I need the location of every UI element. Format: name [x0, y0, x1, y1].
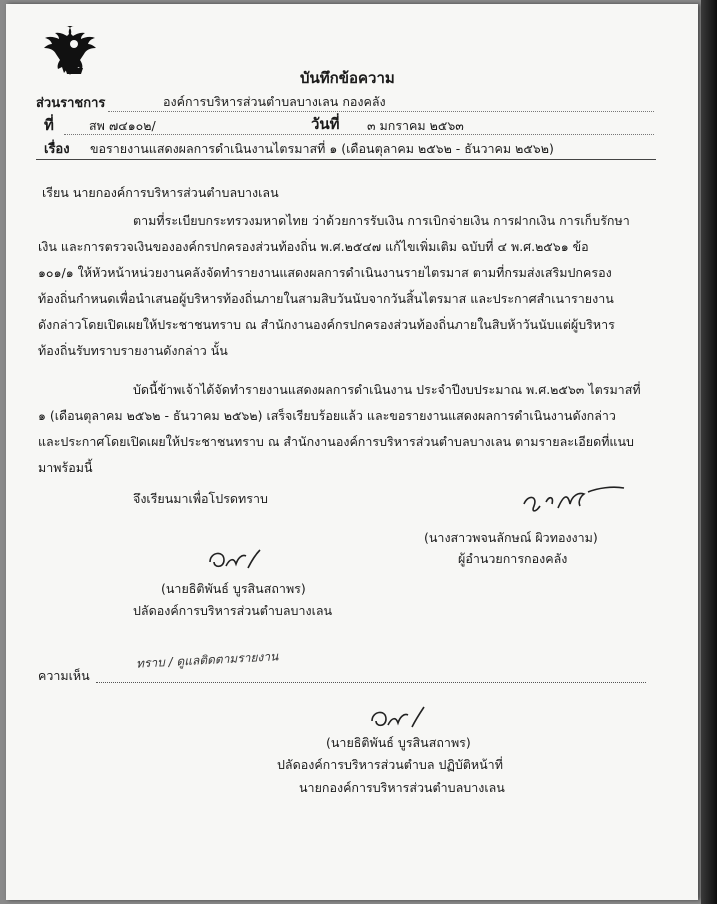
- para1-line6: ท้องถิ่นรับทราบรายงานดังกล่าว นั้น: [38, 343, 228, 358]
- para1-line3: ๑๐๑/๑ ให้หัวหน้าหน่วยงานคลังจัดทำรายงานแสดงผลการดำเนินงานรายไตรมาส ตามที่กรมส่งเสริมปกครอง: [38, 265, 612, 280]
- para2-line4: มาพร้อมนี้: [38, 460, 93, 475]
- opinion-label: ความเห็น: [38, 668, 90, 683]
- subject-label: เรื่อง: [44, 142, 70, 157]
- para1-line1: ตามที่ระเบียบกระทรวงมหาดไทย ว่าด้วยการรับเงิน การเบิกจ่ายเงิน การฝากเงิน การเก็บรักษา: [133, 213, 630, 228]
- signer-bottom-title1: ปลัดองค์การบริหารส่วนตำบล ปฏิบัติหน้าที่: [277, 757, 503, 772]
- garuda-emblem-icon: [41, 22, 107, 80]
- page-edge-shadow: [701, 0, 717, 904]
- ref-underline: [64, 134, 654, 135]
- agency-value: องค์การบริหารส่วนตำบลบางเลน กองคลัง: [163, 94, 386, 109]
- opinion-line: [96, 682, 646, 683]
- para1-line2: เงิน และการตรวจเงินขององค์กรปกครองส่วนท้องถิ่น พ.ศ.๒๕๔๗ แก้ไขเพิ่มเติม ฉบับที่ ๔ พ.ศ.๒๕๖๑ ข้อ: [38, 239, 589, 254]
- agency-label: ส่วนราชการ: [36, 96, 106, 111]
- salutation: เรียน นายกองค์การบริหารส่วนตำบลบางเลน: [42, 185, 279, 200]
- closing: จึงเรียนมาเพื่อโปรดทราบ: [133, 491, 268, 506]
- signer-left-name: (นายธิติพันธ์ บูรสินสถาพร): [161, 581, 306, 596]
- para1-line5: ดังกล่าวโดยเปิดเผยให้ประชาชนทราบ ณ สำนักงานองค์กรปกครองส่วนท้องถิ่นภายในสิบห้าวันนับแต่ผู้บริหาร: [38, 317, 615, 332]
- subject-value: ขอรายงานแสดงผลการดำเนินงานไตรมาสที่ ๑ (เดือนตุลาคม ๒๕๖๒ - ธันวาคม ๒๕๖๒): [90, 141, 554, 156]
- signer-right-title: ผู้อำนวยการกองคลัง: [458, 551, 568, 566]
- memo-sheet: [6, 4, 698, 900]
- date-label: วันที่: [311, 115, 340, 133]
- header-divider: [36, 159, 656, 160]
- ref-label: ที่: [44, 116, 54, 134]
- para2-line2: ๑ (เดือนตุลาคม ๒๕๖๒ - ธันวาคม ๒๕๖๒) เสร็จเรียบร้อยแล้ว และขอรายงานแสดงผลการดำเนินงานดังกล่าว: [38, 408, 616, 423]
- signature-bottom: [368, 701, 428, 733]
- para2-line1: บัดนี้ข้าพเจ้าได้จัดทำรายงานแสดงผลการดำเนินงาน ประจำปีงบประมาณ พ.ศ.๒๕๖๓ ไตรมาสที่: [133, 382, 641, 397]
- signer-bottom-title2: นายกองค์การบริหารส่วนตำบลบางเลน: [299, 780, 505, 795]
- opinion-handwritten: ทราบ / ดูแลติดตามรายงาน: [135, 649, 279, 671]
- signature-right: [518, 482, 630, 518]
- signer-right-name: (นางสาวพจนลักษณ์ ผิวทองงาม): [424, 530, 598, 545]
- para1-line4: ท้องถิ่นกำหนดเพื่อนำเสนอผู้บริหารท้องถิ่นภายในสามสิบวันนับจากวันสิ้นไตรมาส และประกาศสำเนารายงาน: [38, 291, 614, 306]
- signer-bottom-name: (นายธิติพันธ์ บูรสินสถาพร): [326, 735, 471, 750]
- memo-title: บันทึกข้อความ: [300, 69, 395, 87]
- agency-underline: [108, 111, 654, 112]
- signer-left-title: ปลัดองค์การบริหารส่วนตำบลบางเลน: [133, 603, 333, 618]
- ref-value: สพ ๗๔๑๐๒/: [89, 118, 156, 133]
- signature-left: [206, 544, 264, 574]
- para2-line3: และประกาศโดยเปิดเผยให้ประชาชนทราบ ณ สำนักงานองค์การบริหารส่วนตำบลบางเลน ตามรายละเอียดที่แนบ: [38, 434, 634, 449]
- date-value: ๓ มกราคม ๒๕๖๓: [367, 118, 464, 133]
